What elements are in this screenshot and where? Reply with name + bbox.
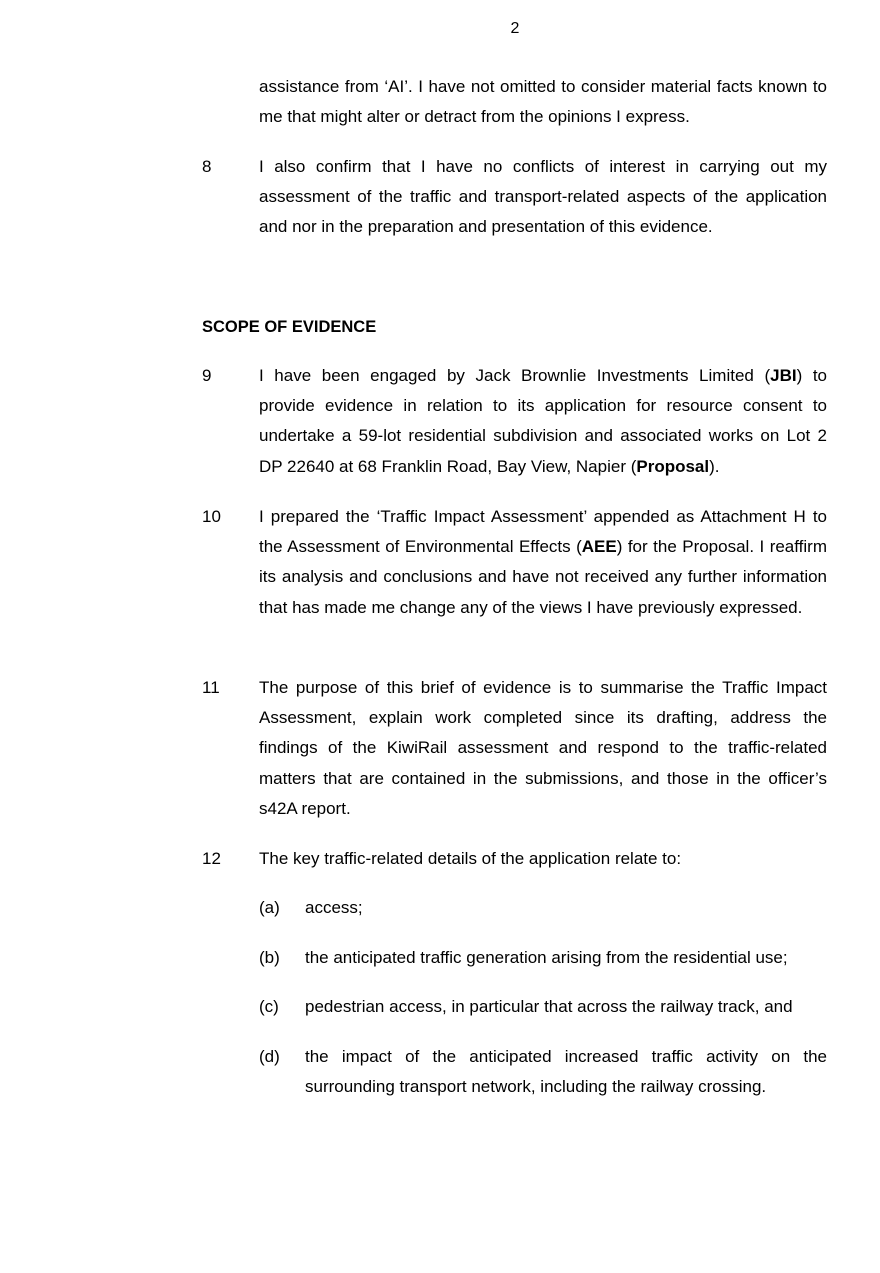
text-run: ) to provide evidence in relation to its application for resource consent to undertake a 59-lot residential subdivision and associated works on Lot 2 DP 22640 at 68 Franklin Road, Bay View, Napier ( bbox=[259, 366, 828, 476]
list-item-label: (c) bbox=[259, 997, 279, 1016]
text-run: I have been engaged by Jack Brownlie Investments Limited ( bbox=[259, 366, 771, 385]
list-item bbox=[259, 1042, 827, 1102]
list-item-label: (d) bbox=[259, 1047, 280, 1066]
paragraph-text bbox=[259, 361, 827, 482]
paragraph-number: 9 bbox=[202, 366, 212, 385]
paragraph-10 bbox=[202, 502, 827, 623]
section-heading-scope: SCOPE OF EVIDENCE bbox=[202, 318, 377, 336]
text-run: ). bbox=[709, 456, 720, 476]
page-number: 2 bbox=[510, 20, 520, 37]
list-item bbox=[259, 992, 827, 1022]
paragraph-12 bbox=[202, 844, 827, 874]
paragraph-8 bbox=[202, 152, 827, 243]
text-run: I prepared the ‘Traffic Impact Assessment’ appended as Attachment H to the Assessment of Environmental Effects ( bbox=[259, 507, 827, 557]
list-item bbox=[259, 943, 827, 973]
list-item-text: the impact of the anticipated increased traffic activity on the surrounding transport network, including the railway crossing. bbox=[305, 1047, 827, 1097]
list-item-text: pedestrian access, in particular that across the railway track, and bbox=[305, 997, 793, 1016]
paragraph-number: 12 bbox=[202, 849, 221, 868]
paragraph-number: 8 bbox=[202, 157, 212, 176]
list-item-label: (b) bbox=[259, 948, 280, 967]
paragraph-text: The purpose of this brief of evidence is to summarise the Traffic Impact Assessment, explain work completed since its drafting, address the findings of the KiwiRail assessment and respond to the traffic-related matters that are contained in the submissions, and those in the officer’s s42A report. bbox=[259, 678, 827, 818]
paragraph-number: 11 bbox=[202, 678, 220, 697]
list-item-text: access; bbox=[305, 898, 363, 917]
paragraph-7-continuation: assistance from ‘AI’. I have not omitted to consider material facts known to me that might alter or detract from the opinions I express. bbox=[259, 77, 827, 127]
paragraph-text bbox=[259, 502, 827, 623]
text-run: ) for the Proposal. I reaffirm its analysis and conclusions and have not received any further information that has made me change any of the views I have previously expressed. bbox=[259, 537, 827, 617]
paragraph-text: The key traffic-related details of the application relate to: bbox=[259, 849, 682, 868]
list-item-label: (a) bbox=[259, 898, 280, 917]
defined-term-jbi: JBI bbox=[770, 366, 797, 385]
paragraph-number: 10 bbox=[202, 507, 221, 526]
list-item bbox=[259, 893, 827, 923]
defined-term-aee: AEE bbox=[581, 537, 617, 557]
paragraph-11 bbox=[202, 673, 827, 824]
list-item-text: the anticipated traffic generation arising from the residential use; bbox=[305, 948, 788, 967]
paragraph-text: I also confirm that I have no conflicts of interest in carrying out my assessment of the traffic and transport-related aspects of the application and nor in the preparation and presentation of this evidence. bbox=[259, 157, 827, 237]
defined-term-proposal: Proposal bbox=[636, 456, 710, 476]
paragraph-9 bbox=[202, 361, 827, 482]
